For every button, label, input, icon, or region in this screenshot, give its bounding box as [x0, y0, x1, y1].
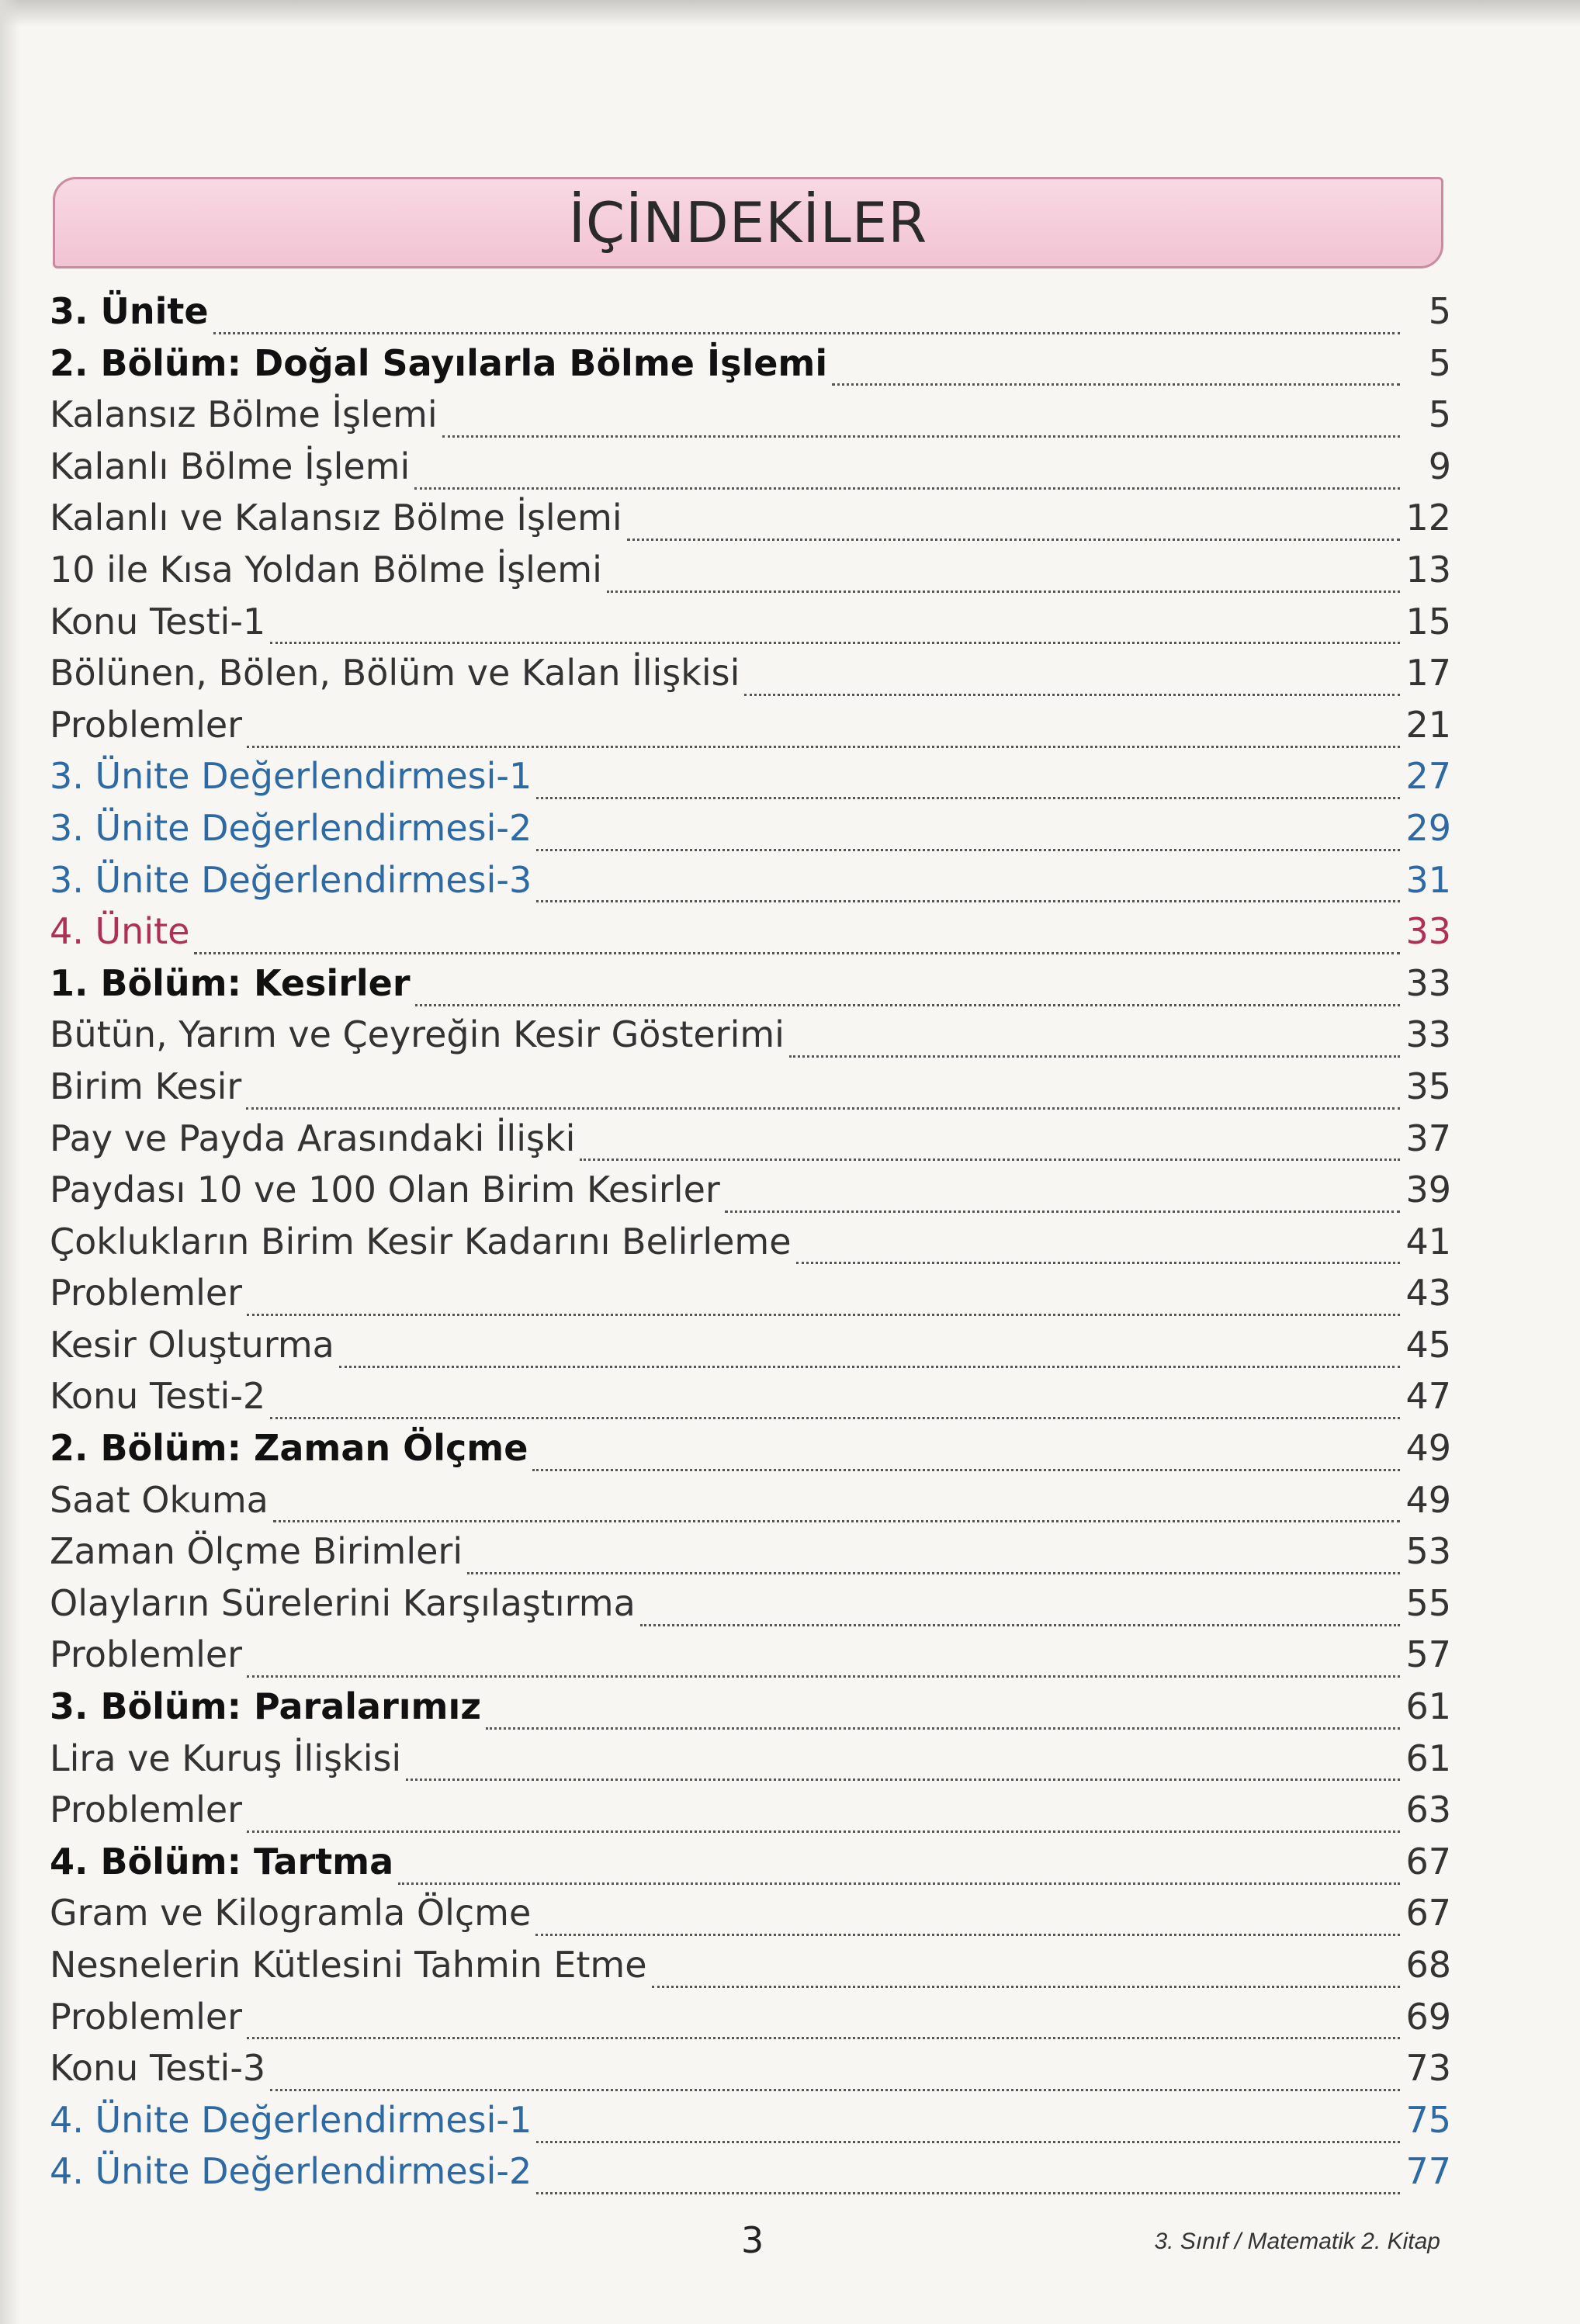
toc-entry — [50, 596, 1451, 648]
toc-entry — [50, 1939, 1451, 1991]
toc-entry — [50, 1113, 1451, 1165]
toc-entry-page: 31 — [1405, 858, 1451, 901]
dot-leader — [725, 1179, 1400, 1213]
toc-entry-page: 5 — [1428, 341, 1451, 384]
toc-entry — [50, 1474, 1451, 1526]
toc-entry — [50, 647, 1451, 699]
title-banner — [53, 177, 1443, 268]
toc-entry — [50, 1422, 1451, 1474]
dot-leader — [247, 2006, 1400, 2039]
toc-entry — [50, 441, 1451, 493]
dot-leader — [536, 2161, 1400, 2194]
toc-entry-page: 9 — [1428, 445, 1451, 487]
toc-entry-label: 3. Ünite Değerlendirmesi-3 — [50, 858, 532, 901]
toc-entry-label: Zaman Ölçme Birimleri — [50, 1530, 463, 1573]
toc-entry-page: 27 — [1405, 755, 1451, 798]
toc-entry — [50, 2146, 1451, 2198]
toc-entry — [50, 1526, 1451, 1578]
toc-entry — [50, 1319, 1451, 1371]
toc-entry-page: 39 — [1405, 1169, 1451, 1211]
toc-entry-label: Gram ve Kilogramla Ölçme — [50, 1892, 532, 1934]
toc-entry — [50, 1164, 1451, 1216]
toc-entry-label: Problemler — [50, 1789, 243, 1831]
toc-entry-page: 75 — [1405, 2098, 1451, 2141]
toc-entry-page: 33 — [1405, 1013, 1451, 1056]
dot-leader — [744, 663, 1400, 696]
toc-entry-page: 5 — [1428, 290, 1451, 332]
toc-entry — [50, 1370, 1451, 1422]
toc-entry-label: Bütün, Yarım ve Çeyreğin Kesir Gösterimi — [50, 1013, 785, 1056]
toc-entry — [50, 338, 1451, 390]
toc-entry-page: 73 — [1405, 2047, 1451, 2090]
dot-leader — [194, 921, 1400, 954]
dot-leader — [406, 1747, 1400, 1781]
toc-entry-label: Konu Testi-2 — [50, 1375, 266, 1418]
toc-entry — [50, 802, 1451, 854]
dot-leader — [467, 1541, 1400, 1574]
toc-entry-label: 3. Ünite Değerlendirmesi-2 — [50, 806, 532, 849]
table-of-contents — [50, 286, 1451, 2198]
dot-leader — [339, 1335, 1400, 1368]
toc-entry-page: 67 — [1405, 1840, 1451, 1882]
dot-leader — [270, 611, 1400, 644]
toc-entry-label: 3. Ünite Değerlendirmesi-1 — [50, 755, 532, 798]
toc-entry-label: Konu Testi-3 — [50, 2047, 266, 2090]
toc-entry-label: Problemler — [50, 1272, 243, 1314]
toc-entry-page: 15 — [1405, 600, 1451, 642]
toc-entry — [50, 2042, 1451, 2094]
toc-entry-label: 3. Bölüm: Paralarımız — [50, 1685, 481, 1728]
toc-entry — [50, 1267, 1451, 1319]
toc-entry — [50, 958, 1451, 1010]
toc-entry-page: 61 — [1405, 1737, 1451, 1779]
toc-entry-page: 45 — [1405, 1323, 1451, 1366]
dot-leader — [536, 818, 1400, 851]
page-title: İÇİNDEKİLER — [568, 190, 928, 255]
dot-leader — [607, 559, 1400, 593]
toc-entry-label: 4. Bölüm: Tartma — [50, 1840, 394, 1882]
toc-entry — [50, 2094, 1451, 2146]
dot-leader — [580, 1127, 1400, 1161]
toc-entry — [50, 1629, 1451, 1681]
toc-entry-label: Çoklukların Birim Kesir Kadarını Belirleme — [50, 1220, 792, 1262]
toc-entry-page: 12 — [1405, 497, 1451, 539]
dot-leader — [247, 1799, 1400, 1833]
toc-entry-page: 47 — [1405, 1375, 1451, 1418]
dot-leader — [536, 766, 1400, 799]
toc-entry-page: 63 — [1405, 1789, 1451, 1831]
toc-entry-page: 67 — [1405, 1892, 1451, 1934]
dot-leader — [640, 1593, 1400, 1626]
dot-leader — [535, 1903, 1400, 1936]
toc-entry — [50, 286, 1451, 338]
toc-entry-label: Olayların Sürelerini Karşılaştırma — [50, 1581, 636, 1624]
toc-entry-page: 21 — [1405, 703, 1451, 746]
toc-entry — [50, 1836, 1451, 1888]
toc-entry-label: 1. Bölüm: Kesirler — [50, 961, 411, 1004]
toc-entry-label: Problemler — [50, 1633, 243, 1676]
toc-entry-page: 29 — [1405, 806, 1451, 849]
dot-leader — [398, 1851, 1400, 1885]
toc-entry-label: Saat Okuma — [50, 1478, 269, 1521]
toc-entry-label: Kesir Oluşturma — [50, 1323, 334, 1366]
toc-entry — [50, 1681, 1451, 1733]
dot-leader — [414, 456, 1400, 490]
dot-leader — [627, 507, 1400, 541]
toc-entry — [50, 854, 1451, 906]
toc-entry — [50, 1784, 1451, 1836]
toc-entry — [50, 906, 1451, 958]
dot-leader — [789, 1024, 1400, 1058]
toc-entry — [50, 1009, 1451, 1061]
toc-entry-page: 53 — [1405, 1530, 1451, 1573]
dot-leader — [270, 2058, 1400, 2091]
toc-entry-label: Problemler — [50, 1995, 243, 2038]
toc-entry — [50, 1578, 1451, 1630]
toc-entry-label: Lira ve Kuruş İlişkisi — [50, 1737, 402, 1779]
toc-entry-page: 35 — [1405, 1065, 1451, 1107]
dot-leader — [247, 1283, 1400, 1316]
toc-entry-page: 49 — [1405, 1427, 1451, 1470]
toc-entry-label: Kalansız Bölme İşlemi — [50, 393, 438, 436]
toc-entry-page: 43 — [1405, 1272, 1451, 1314]
book-info: 3. Sınıf / Matematik 2. Kitap — [1154, 2229, 1440, 2254]
toc-entry — [50, 1216, 1451, 1268]
dot-leader — [442, 404, 1400, 438]
toc-entry — [50, 750, 1451, 802]
toc-entry — [50, 389, 1451, 441]
toc-entry-label: Problemler — [50, 703, 243, 746]
toc-entry-page: 61 — [1405, 1685, 1451, 1728]
toc-entry — [50, 1733, 1451, 1785]
toc-entry-label: 2. Bölüm: Doğal Sayılarla Bölme İşlemi — [50, 341, 828, 384]
toc-entry-label: Konu Testi-1 — [50, 600, 266, 642]
toc-entry — [50, 699, 1451, 751]
toc-entry-label: 2. Bölüm: Zaman Ölçme — [50, 1427, 528, 1470]
toc-entry-page: 41 — [1405, 1220, 1451, 1262]
dot-leader — [273, 1489, 1400, 1522]
dot-leader — [832, 352, 1400, 386]
toc-entry-label: 4. Ünite Değerlendirmesi-2 — [50, 2150, 532, 2193]
page-binding-shadow — [0, 0, 20, 2324]
toc-entry-page: 49 — [1405, 1478, 1451, 1521]
toc-entry-label: Kalanlı Bölme İşlemi — [50, 445, 411, 487]
toc-entry-label: 4. Ünite Değerlendirmesi-1 — [50, 2098, 532, 2141]
toc-entry-label: 4. Ünite — [50, 910, 190, 953]
toc-entry-label: Pay ve Payda Arasındaki İlişki — [50, 1117, 576, 1159]
toc-entry — [50, 1061, 1451, 1113]
dot-leader — [796, 1231, 1400, 1264]
toc-entry-page: 5 — [1428, 393, 1451, 436]
dot-leader — [270, 1386, 1400, 1419]
toc-entry-page: 37 — [1405, 1117, 1451, 1159]
toc-entry-label: 3. Ünite — [50, 290, 209, 332]
toc-entry-page: 68 — [1405, 1944, 1451, 1986]
toc-entry — [50, 1887, 1451, 1939]
dot-leader — [415, 973, 1400, 1006]
toc-entry — [50, 492, 1451, 544]
toc-entry-page: 69 — [1405, 1995, 1451, 2038]
dot-leader — [536, 2110, 1400, 2143]
toc-entry-page: 33 — [1405, 961, 1451, 1004]
dot-leader — [536, 869, 1400, 902]
dot-leader — [652, 1955, 1400, 1988]
page-edge-shadow — [0, 0, 1580, 26]
toc-entry — [50, 544, 1451, 596]
toc-entry-label: 10 ile Kısa Yoldan Bölme İşlemi — [50, 548, 602, 591]
toc-entry-page: 17 — [1405, 652, 1451, 694]
dot-leader — [532, 1438, 1400, 1471]
toc-entry-label: Nesnelerin Kütlesini Tahmin Etme — [50, 1944, 647, 1986]
toc-entry-page: 33 — [1405, 910, 1451, 953]
toc-entry — [50, 1991, 1451, 2043]
dot-leader — [213, 301, 1400, 334]
toc-entry-page: 13 — [1405, 548, 1451, 591]
dot-leader — [246, 1076, 1400, 1110]
dot-leader — [247, 1644, 1400, 1678]
toc-entry-label: Paydası 10 ve 100 Olan Birim Kesirler — [50, 1169, 720, 1211]
toc-entry-page: 55 — [1405, 1581, 1451, 1624]
toc-entry-label: Kalanlı ve Kalansız Bölme İşlemi — [50, 497, 622, 539]
toc-entry-page: 77 — [1405, 2150, 1451, 2193]
toc-entry-label: Birim Kesir — [50, 1065, 242, 1107]
page-number: 3 — [741, 2219, 764, 2261]
toc-entry-label: Bölünen, Bölen, Bölüm ve Kalan İlişkisi — [50, 652, 740, 694]
toc-entry-page: 57 — [1405, 1633, 1451, 1676]
dot-leader — [486, 1696, 1400, 1730]
dot-leader — [247, 715, 1400, 748]
